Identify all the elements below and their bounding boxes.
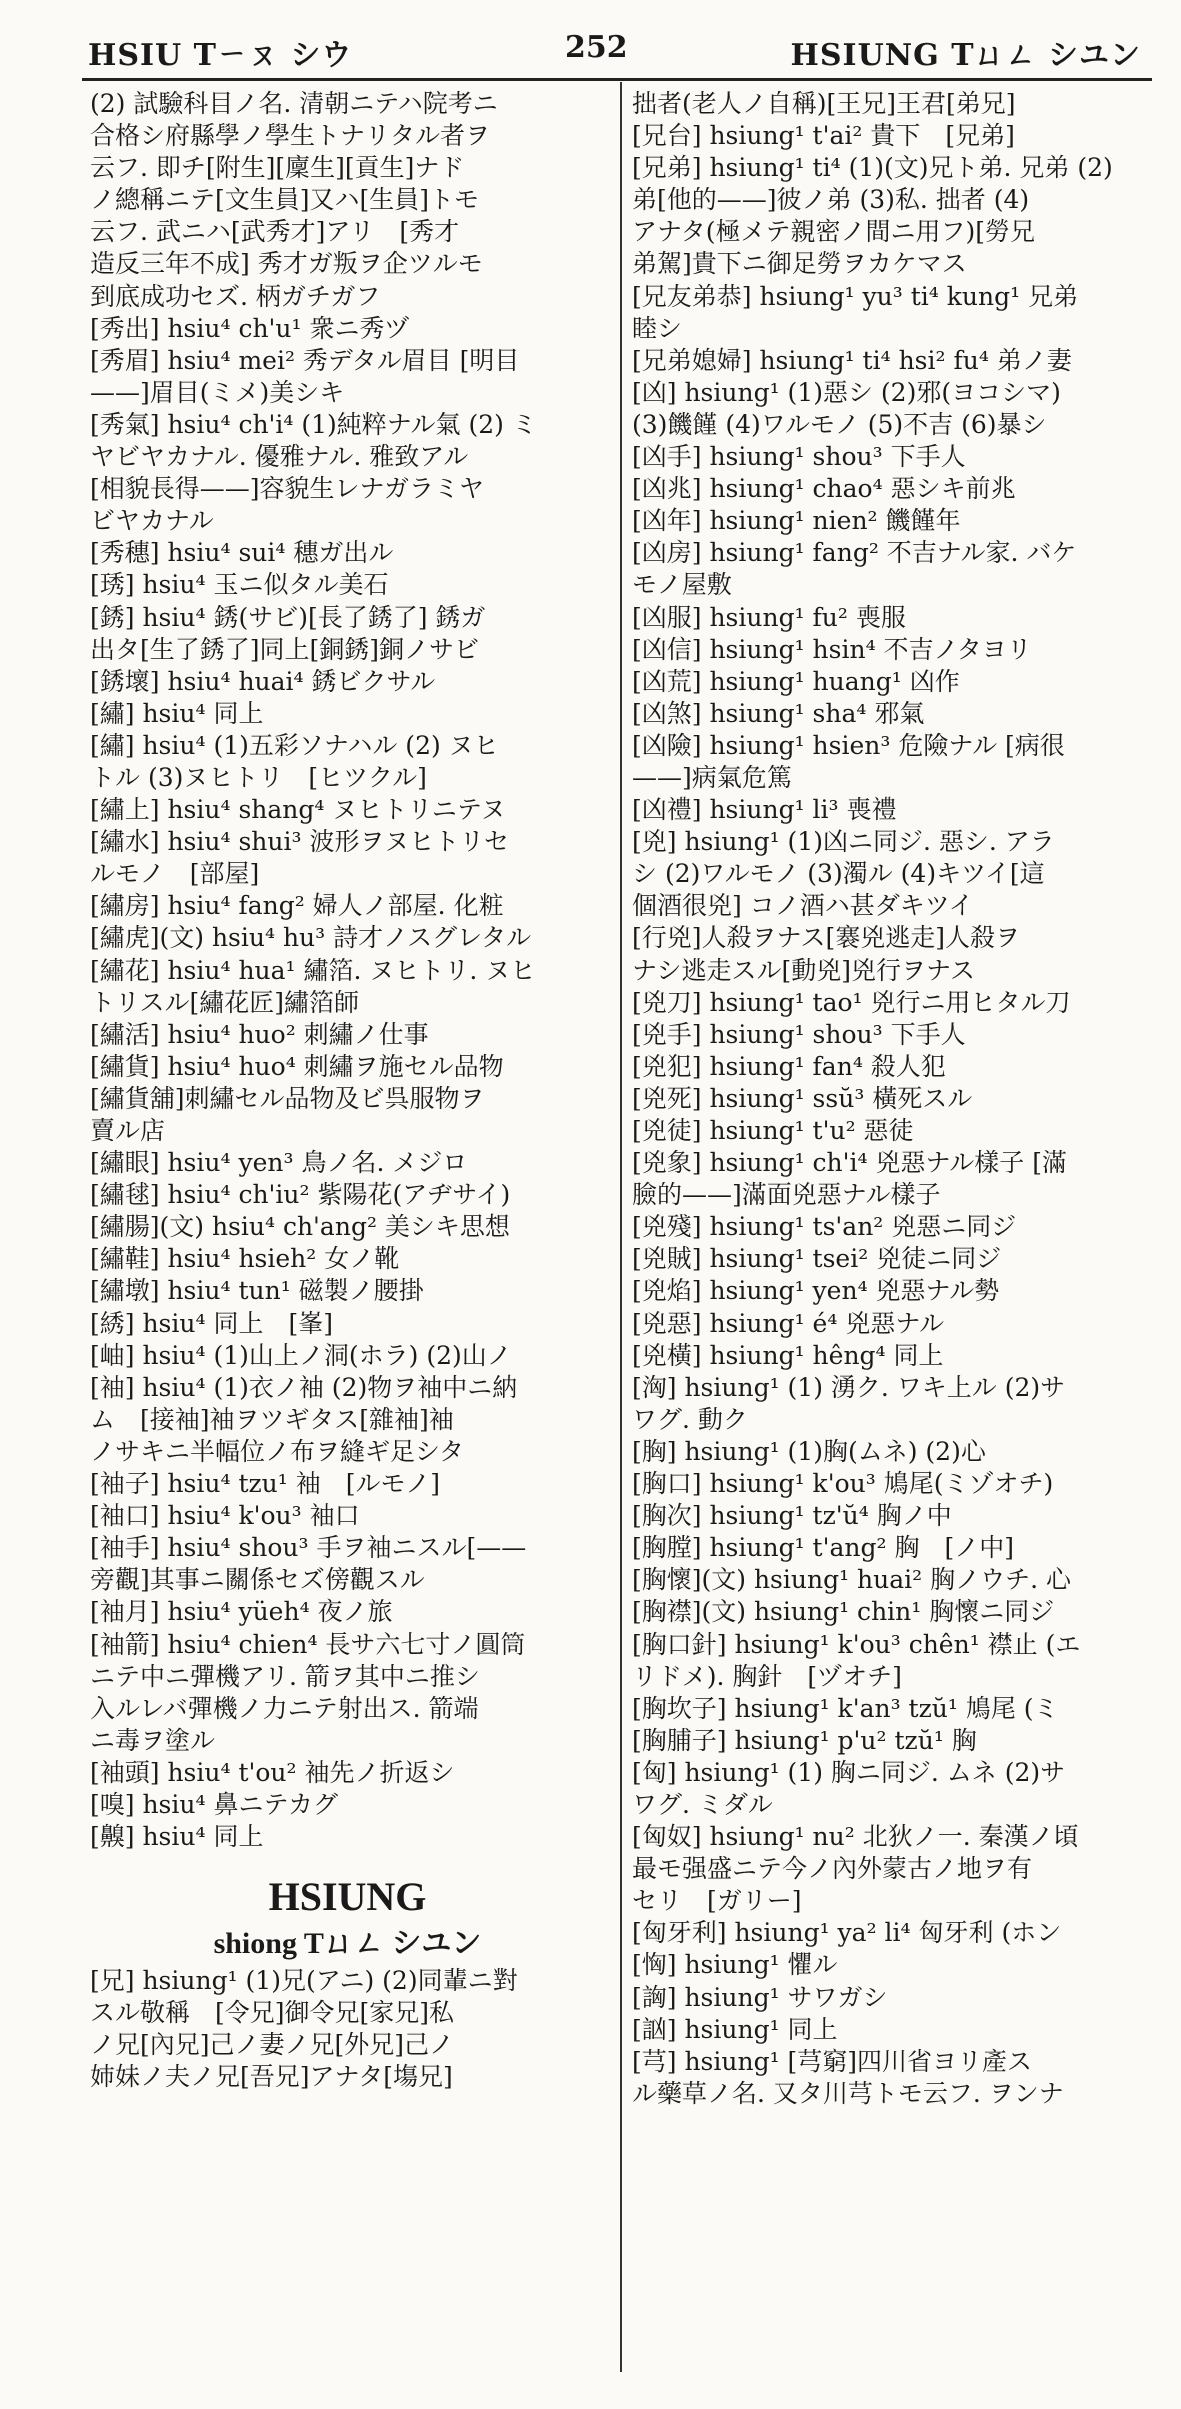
column-divider [620, 82, 622, 2372]
page-number: 252 [565, 30, 628, 65]
entry-line: [洶] hsiung¹ (1) 湧ク. ワキ上ル (2)サ [632, 1372, 1066, 1402]
entry-line: ノ總稱ニテ[文生員]又ハ[生員]トモ [90, 185, 480, 215]
entry-line: ヤビヤカナル. 優雅ナル. 雅致アル [90, 442, 469, 472]
entry-line: [袖箭] hsiu⁴ chien⁴ 長サ六七寸ノ圓筒 [90, 1629, 526, 1659]
entry-line: 睦シ [632, 313, 683, 343]
entry-line: 云フ. 即チ[附生][廩生][貢生]ナド [90, 153, 465, 183]
entry-line: [兇徒] hsiung¹ t'u² 惡徒 [632, 1116, 914, 1145]
entry-line: モノ屋敷 [632, 570, 732, 600]
entry-line: [袖月] hsiu⁴ yüeh⁴ 夜ノ旅 [90, 1597, 393, 1627]
entry-line: [凶手] hsiung¹ shou³ 下手人 [632, 442, 966, 472]
entry-line: (2) 試驗科目ノ名. 清朝ニテハ院考ニ [90, 89, 498, 118]
entry-line: [繡貨舖]刺繡セル品物及ビ呉服物ヲ [90, 1083, 485, 1113]
entry-line: [芎] hsiung¹ [芎窮]四川省ヨリ產ス [632, 2046, 1033, 2076]
left-entries [90, 88, 605, 1853]
left-column [90, 88, 605, 2094]
entry-line: [匈奴] hsiung¹ nu² 北狄ノ一. 秦漢ノ頃 [632, 1822, 1079, 1852]
entry-line: アナタ(極メテ親密ノ間ニ用フ)[勞兄 [632, 217, 1036, 247]
entry-line: 入ルレバ彈機ノ力ニテ射出ス. 箭端 [90, 1693, 479, 1723]
entry-line: [銹壞] hsiu⁴ huai⁴ 銹ビクサル [90, 666, 436, 696]
entry-line: [凶] hsiung¹ (1)惡シ (2)邪(ヨコシマ) [632, 377, 1061, 407]
entry-line: [兄] hsiung¹ (1)兄(アニ) (2)同輩ニ對 [90, 1966, 518, 1996]
header-right: HSIUNG Tㄩㄥ シユン [790, 38, 1141, 73]
entry-line: [兇殘] hsiung¹ ts'an² 兇惡ニ同ジ [632, 1212, 1017, 1242]
entry-line: [兄友弟恭] hsiung¹ yu³ ti⁴ kung¹ 兄弟 [632, 281, 1079, 311]
entry-line: 姉妹ノ夫ノ兄[吾兄]アナタ[塲兄] [90, 2062, 453, 2092]
entry-line: [繡房] hsiu⁴ fang² 婦人ノ部屋. 化粧 [90, 891, 504, 921]
entry-line: 弟[他的——]彼ノ弟 (3)私. 拙者 (4) [632, 185, 1030, 215]
entry-line: [胸口] hsiung¹ k'ou³ 鳩尾(ミゾオチ) [632, 1469, 1054, 1499]
entry-line: [胸懷](文) hsiung¹ huai² 胸ノウチ. 心 [632, 1565, 1072, 1595]
left-tail-entries [90, 1965, 605, 2093]
entry-line: [繡] hsiu⁴ 同上 [90, 698, 264, 728]
entry-line: 臉的——]滿面兇惡ナル樣子 [632, 1180, 941, 1210]
entry-line: ——]病氣危篤 [632, 762, 792, 792]
entry-line: [胸] hsiung¹ (1)胸(ムネ) (2)心 [632, 1436, 986, 1466]
entry-line: [兇橫] hsiung¹ hêng⁴ 同上 [632, 1340, 944, 1370]
section-title: HSIUNG [268, 1874, 427, 1920]
entry-line: [凶禮] hsiung¹ li³ 喪禮 [632, 795, 897, 825]
entry-line: [袖頭] hsiu⁴ t'ou² 袖先ノ折返シ [90, 1757, 455, 1787]
entry-line: [袖口] hsiu⁴ k'ou³ 袖口 [90, 1501, 360, 1531]
entry-line: 旁觀]其事ニ關係セズ傍觀スル [90, 1565, 425, 1595]
entry-line: (3)饑饉 (4)ワルモノ (5)不吉 (6)暴シ [632, 409, 1047, 439]
entry-line: [袖子] hsiu⁴ tzu¹ 袖 [ルモノ] [90, 1469, 440, 1499]
entry-line: セリ [ガリー] [632, 1886, 802, 1916]
entry-line: リドメ). 胸針 [ヅオチ] [632, 1661, 902, 1691]
entry-line: [秀眉] hsiu⁴ mei² 秀デタル眉目 [明目 [90, 345, 520, 375]
entry-line: 出タ[生了銹了]同上[銅銹]銅ノサビ [90, 634, 480, 664]
entry-line: ノサキニ半幅位ノ布ヲ縫ギ足シタ [90, 1436, 465, 1466]
entry-line: ——]眉目(ミメ)美シキ [90, 377, 345, 407]
entry-line: [詾] hsiung¹ サワガシ [632, 1982, 888, 2012]
entry-line: ワグ. ミダル [632, 1789, 773, 1819]
entry-line: [繡] hsiu⁴ (1)五彩ソナハル (2) ヌヒ [90, 730, 499, 760]
entry-line: [凶服] hsiung¹ fu² 喪服 [632, 602, 906, 632]
entry-line: [兇死] hsiung¹ ssŭ³ 橫死スル [632, 1083, 973, 1113]
entry-line: [琇] hsiu⁴ 玉ニ似タル美石 [90, 570, 389, 600]
entry-line: [胸坎子] hsiung¹ k'an³ tzŭ¹ 鳩尾 (ミ [632, 1693, 1059, 1723]
entry-line: 最モ强盛ニテ今ノ內外蒙古ノ地ヲ有 [632, 1854, 1033, 1884]
entry-line: ルモノ [部屋] [90, 859, 260, 889]
entry-line: トル (3)ヌヒトリ [ヒツクル] [90, 762, 427, 792]
entry-line: [兄台] hsiung¹ t'ai² 貴下 [兄弟] [632, 121, 1015, 151]
entry-line: [繡毬] hsiu⁴ ch'iu² 紫陽花(アヂサイ) [90, 1180, 511, 1210]
entry-line: [兄弟] hsiung¹ ti⁴ (1)(文)兄ト弟. 兄弟 (2) [632, 153, 1113, 183]
entry-line: [兇焰] hsiung¹ yen⁴ 兇惡ナル勢 [632, 1276, 1000, 1306]
entry-line: [兇犯] hsiung¹ fan⁴ 殺人犯 [632, 1051, 946, 1081]
entry-line: 到底成功セズ. 柄ガチガフ [90, 281, 381, 311]
entry-line: 賣ル店 [90, 1116, 166, 1145]
entry-line: [胸次] hsiung¹ tz'ŭ⁴ 胸ノ中 [632, 1501, 952, 1531]
entry-line: [兇象] hsiung¹ ch'i⁴ 兇惡ナル樣子 [滿 [632, 1148, 1067, 1178]
entry-line: [秀出] hsiu⁴ ch'u¹ 衆ニ秀ヅ [90, 313, 410, 343]
entry-line: 弟駕]貴下ニ御足勞ヲカケマス [632, 249, 967, 279]
entry-line: 造反三年不成] 秀才ガ叛ヲ企ツルモ [90, 249, 483, 279]
right-entries [632, 88, 1152, 2110]
entry-line: [凶兆] hsiung¹ chao⁴ 惡シキ前兆 [632, 474, 1016, 504]
entry-line: [繡虎](文) hsiu⁴ hu³ 詩才ノスグレタル [90, 923, 532, 953]
entry-line: [繡水] hsiu⁴ shui³ 波形ヲヌヒトリセ [90, 827, 509, 857]
entry-line: [兄弟媳婦] hsiung¹ ti⁴ hsi² fu⁴ 弟ノ妻 [632, 345, 1072, 375]
entry-line: ビヤカナル [90, 506, 214, 536]
entry-line: [綉] hsiu⁴ 同上 [峯] [90, 1308, 333, 1338]
entry-line: ニ毒ヲ塗ル [90, 1725, 216, 1755]
entry-line: 云フ. 武ニハ[武秀才]アリ [秀才 [90, 217, 460, 247]
entry-line: [胸襟](文) hsiung¹ chin¹ 胸懷ニ同ジ [632, 1597, 1055, 1627]
header-left: HSIU Tㄧㄡ シウ [88, 38, 353, 73]
entry-line: [繡眼] hsiu⁴ yen³ 鳥ノ名. メジロ [90, 1148, 468, 1178]
entry-line: [嗅] hsiu⁴ 鼻ニテカグ [90, 1789, 338, 1819]
entry-line: [袖手] hsiu⁴ shou³ 手ヲ袖ニスル[—— [90, 1533, 527, 1563]
entry-line: ム [接袖]袖ヲツギタス[雜袖]袖 [90, 1404, 454, 1434]
entry-line: [凶煞] hsiung¹ sha⁴ 邪氣 [632, 698, 925, 728]
entry-line: ノ兄[內兄]己ノ妻ノ兄[外兄]己ノ [90, 2030, 455, 2060]
entry-line: ナシ逃走スル[動兇]兇行ヲナス [632, 955, 976, 985]
right-column [632, 88, 1152, 2110]
entry-line: トリスル[繡花匠]繡箔師 [90, 987, 360, 1017]
entry-line: [訩] hsiung¹ 同上 [632, 2014, 838, 2044]
entry-line: [繡上] hsiu⁴ shang⁴ ヌヒトリニテヌ [90, 795, 506, 825]
entry-line: ル藥草ノ名. 又タ川芎トモ云フ. ヲンナ [632, 2078, 1064, 2108]
entry-line: [兇刀] hsiung¹ tao¹ 兇行ニ用ヒタル刀 [632, 987, 1071, 1017]
entry-line: [繡貨] hsiu⁴ huo⁴ 刺繡ヲ施セル品物 [90, 1051, 504, 1081]
entry-line: [兇賊] hsiung¹ tsei² 兇徒ニ同ジ [632, 1244, 1002, 1274]
entry-line: [兇惡] hsiung¹ é⁴ 兇惡ナル [632, 1308, 945, 1338]
entry-line: ニテ中ニ彈機アリ. 箭ヲ其中ニ推シ [90, 1661, 480, 1691]
entry-line: [秀穗] hsiu⁴ sui⁴ 穗ガ出ル [90, 538, 394, 568]
entry-line: [凶險] hsiung¹ hsien³ 危險ナル [病很 [632, 730, 1065, 760]
entry-line: [齅] hsiu⁴ 同上 [90, 1822, 264, 1852]
entry-line: [兇手] hsiung¹ shou³ 下手人 [632, 1019, 966, 1049]
header-rule [82, 78, 1152, 81]
entry-line: [凶房] hsiung¹ fang² 不吉ナル家. バケ [632, 538, 1077, 568]
section-subtitle: shiong Tㄩㄥ シユン [213, 1927, 482, 1961]
entry-line: スル敬稱 [令兄]御令兄[家兄]私 [90, 1998, 455, 2028]
entry-line: [秀氣] hsiu⁴ ch'i⁴ (1)純粹ナル氣 (2) ミ [90, 409, 537, 439]
entry-line: [繡活] hsiu⁴ huo² 刺繡ノ仕事 [90, 1019, 429, 1049]
entry-line: [兇] hsiung¹ (1)凶ニ同ジ. 惡シ. アラ [632, 827, 1055, 857]
entry-line: [凶荒] hsiung¹ huang¹ 凶作 [632, 666, 960, 696]
entry-line: [銹] hsiu⁴ 銹(サビ)[長了銹了] 銹ガ [90, 602, 486, 632]
entry-line: [匈牙利] hsiung¹ ya² li⁴ 匈牙利 (ホン [632, 1918, 1062, 1948]
entry-line: [繡花] hsiu⁴ hua¹ 繡箔. ヌヒトリ. ヌヒ [90, 955, 536, 985]
entry-line: 合格シ府縣學ノ學生トナリタル者ヲ [90, 121, 491, 151]
entry-line: [胸膛] hsiung¹ t'ang² 胸 [ノ中] [632, 1533, 1014, 1563]
entry-line: [相貌長得——]容貌生レナガラミヤ [90, 474, 485, 504]
entry-line: 個酒很兇] コノ酒ハ甚ダキツイ [632, 891, 974, 921]
entry-line: [繡鞋] hsiu⁴ hsieh² 女ノ靴 [90, 1244, 400, 1274]
entry-line: [胸口針] hsiung¹ k'ou³ chên¹ 襟止 (エ [632, 1629, 1081, 1659]
entry-line: [恟] hsiung¹ 懼ル [632, 1950, 838, 1980]
entry-line: [繡腸](文) hsiu⁴ ch'ang² 美シキ思想 [90, 1212, 510, 1242]
entry-line: [凶年] hsiung¹ nien² 饑饉年 [632, 506, 961, 536]
entry-line: シ (2)ワルモノ (3)濁ル (4)キツイ[這 [632, 859, 1045, 889]
entry-line: [繡墩] hsiu⁴ tun¹ 磁製ノ腰掛 [90, 1276, 424, 1306]
entry-line: [岫] hsiu⁴ (1)山上ノ洞(ホラ) (2)山ノ [90, 1340, 512, 1370]
entry-line: 拙者(老人ノ自稱)[王兄]王君[弟兄] [632, 89, 1016, 118]
entry-line: [胸脯子] hsiung¹ p'u² tzŭ¹ 胸 [632, 1725, 977, 1755]
entry-line: [袖] hsiu⁴ (1)衣ノ袖 (2)物ヲ袖中ニ納 [90, 1372, 518, 1402]
entry-line: [凶信] hsiung¹ hsin⁴ 不吉ノタヨリ [632, 634, 1032, 664]
entry-line: [匈] hsiung¹ (1) 胸ニ同ジ. ムネ (2)サ [632, 1757, 1066, 1787]
entry-line: ワグ. 動ク [632, 1404, 748, 1434]
entry-line: [行兇]人殺ヲナス[褰兇逃走]人殺ヲ [632, 923, 1021, 953]
